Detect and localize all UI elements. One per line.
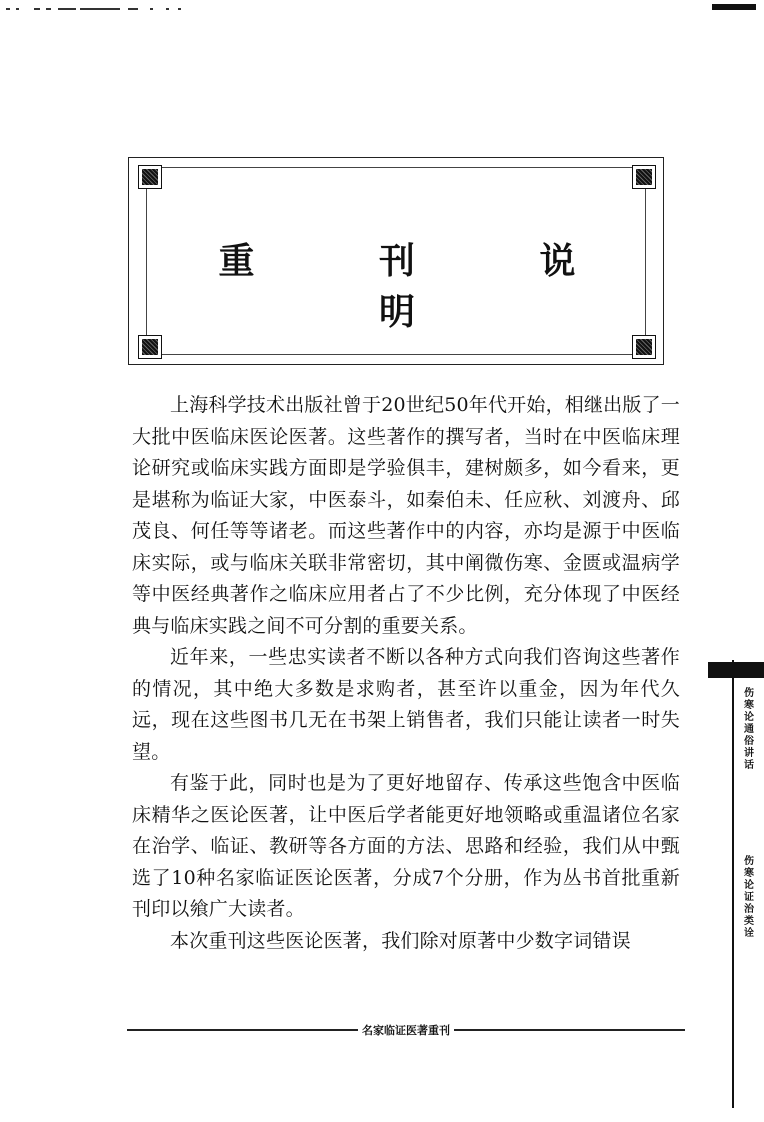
paragraph-2: 近年来，一些忠实读者不断以各种方式向我们咨询这些著作的情况，其中绝大多数是求购者，甚至许以重金，因为年代久远，现在这些图书几无在书架上销售者，我们只能让读者一时失望。: [132, 646, 680, 763]
paragraph-1: 上海科学技术出版社曾于20世纪50年代开始，相继出版了一大批中医临床医论医著。这些著作的撰写者，当时在中医临床理论研究或临床实践方面即是学验俱丰，建树颇多，如今看来，更是堪称为临证大家，中医泰斗，如秦伯未、任应秋、刘渡舟、邱茂良、何任等等诸老。而这些著作中的内容，亦均是源于中医临床实际，或与临床关联非常密切，其中阐微伤寒、金匮或温病学等中医经典著作之临床应用者占了不少比例，充分体现了中医经典与临床实践之间不可分割的重要关系。: [132, 394, 680, 637]
body-text: [132, 390, 680, 957]
corner-ornament-bottom-right: [632, 335, 656, 359]
paragraph-3: 有鉴于此，同时也是为了更好地留存、传承这些饱含中医临床精华之医论医著，让中医后学者能更好地领略或重温诸位名家在治学、临证、教研等各方面的方法、思路和经验，我们从中甄选了10种名家临证医论医著，分成7个分册，作为丛书首批重新刊印以飨广大读者。: [132, 772, 680, 920]
footer-rule-left: [127, 1029, 358, 1031]
footer-rule-right: [454, 1029, 685, 1031]
side-tab-rule: [732, 660, 734, 1108]
page-footer: [127, 1020, 685, 1040]
paragraph-4: 本次重刊这些医论医著，我们除对原著中少数字词错误: [170, 929, 631, 952]
page-title: 重 刊 说 明: [218, 241, 632, 333]
side-tab-marker: [708, 662, 764, 678]
title-frame: [128, 157, 666, 367]
corner-ornament-top-left: [138, 165, 162, 189]
scan-artifact-top-left: [0, 8, 185, 11]
footer-series-title: 名家临证医著重刊: [362, 1024, 450, 1037]
side-tab-book-title-1: 伤 寒 论 通 俗 讲 话: [744, 688, 754, 771]
corner-ornament-top-right: [632, 165, 656, 189]
side-tab-book-title-2: 伤 寒 论 证 治 类 诠: [744, 856, 754, 939]
corner-ornament-bottom-left: [138, 335, 162, 359]
scan-artifact-top-right: [712, 4, 756, 10]
